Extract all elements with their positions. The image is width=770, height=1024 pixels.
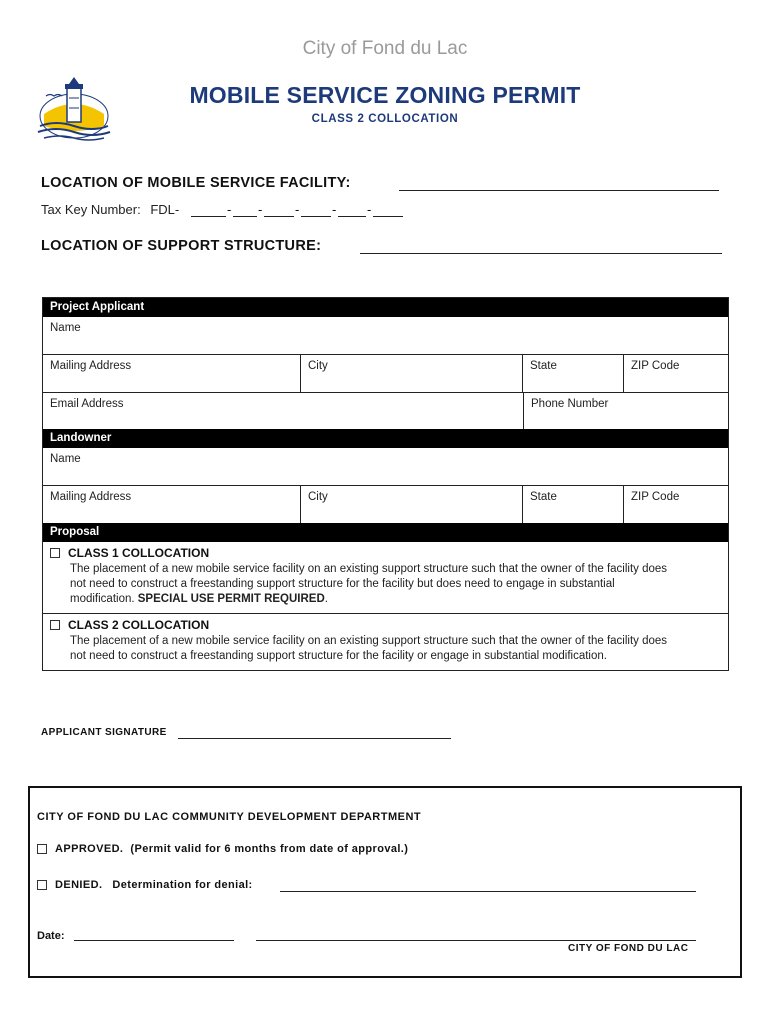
page-subtitle: CLASS 2 COLLOCATION: [311, 113, 459, 125]
tax-key-label: Tax Key Number:: [41, 202, 141, 217]
class-1-title: CLASS 1 COLLOCATION: [68, 546, 210, 560]
facility-location-label: LOCATION OF MOBILE SERVICE FACILITY:: [41, 175, 351, 191]
landowner-state-field[interactable]: State: [522, 486, 623, 523]
tax-key-segment-3[interactable]: [264, 216, 294, 217]
tax-key-segment-1[interactable]: [191, 216, 226, 217]
approved-option: [37, 843, 408, 855]
special-use-permit-note: SPECIAL USE PERMIT REQUIRED: [137, 593, 325, 605]
applicant-city-field[interactable]: City: [300, 355, 522, 392]
city-signer-label: CITY OF FOND DU LAC: [568, 943, 689, 954]
class-1-desc-line: The placement of a new mobile service facility on an existing support structure such that the owner of the facility does: [70, 563, 668, 575]
applicant-zip-field[interactable]: ZIP Code: [623, 355, 728, 392]
class-2-checkbox[interactable]: [50, 620, 60, 630]
tax-key-prefix: FDL-: [150, 202, 180, 217]
page-title: MOBILE SERVICE ZONING PERMIT: [189, 82, 581, 108]
class-2-title: CLASS 2 COLLOCATION: [68, 618, 210, 632]
tax-key-segment-4[interactable]: [301, 216, 331, 217]
landowner-zip-field[interactable]: ZIP Code: [623, 486, 728, 523]
class-1-desc-line: not need to construct a freestanding support structure for the facility but does need to engage in substantial: [70, 578, 615, 590]
approved-label: APPROVED.: [55, 843, 124, 855]
date-label: Date:: [37, 930, 65, 942]
applicant-signature-field[interactable]: [178, 738, 451, 739]
tax-key-segment-5[interactable]: [338, 216, 366, 217]
denied-note: Determination for denial:: [112, 879, 253, 891]
applicant-signature-label: APPLICANT SIGNATURE: [41, 727, 167, 738]
denial-reason-field[interactable]: [280, 891, 696, 892]
landowner-city-field[interactable]: City: [300, 486, 522, 523]
proposal-option-class-1: CLASS 1 COLLOCATION The placement of a new mobile service facility on an existing support structure such that the owner of the facility does not need to construct a freestanding support structure for the facility but does need to engage in substantial modification. SPECIAL USE PERMIT REQUIRED.: [43, 542, 728, 613]
support-location-label: LOCATION OF SUPPORT STRUCTURE:: [41, 238, 322, 254]
landowner-mailing-address-field[interactable]: Mailing Address: [50, 491, 132, 503]
tax-key-segment-6[interactable]: [373, 216, 403, 217]
city-header: City of Fond du Lac: [302, 38, 468, 59]
applicant-email-field[interactable]: Email Address: [50, 398, 124, 410]
landowner-name-field[interactable]: Name: [50, 453, 81, 465]
class-1-checkbox[interactable]: [50, 548, 60, 558]
class-1-desc-line: modification.: [70, 593, 135, 605]
department-title: CITY OF FOND DU LAC COMMUNITY DEVELOPMENT DEPARTMENT: [37, 811, 422, 823]
applicant-mailing-address-field[interactable]: Mailing Address: [50, 360, 132, 372]
applicant-name-field[interactable]: Name: [50, 322, 81, 334]
tax-key-row: [41, 202, 179, 217]
section-band-landowner: Landowner: [43, 429, 728, 448]
support-location-field[interactable]: [360, 253, 722, 254]
facility-location-field[interactable]: [399, 190, 719, 191]
denied-label: DENIED.: [55, 879, 103, 891]
proposal-option-class-2: [43, 613, 728, 670]
approved-note: (Permit valid for 6 months from date of approval.): [130, 843, 409, 855]
application-form-table: [42, 297, 729, 671]
tax-key-segment-2[interactable]: [233, 216, 257, 217]
class-2-desc-line: The placement of a new mobile service facility on an existing support structure such that the owner of the facility does: [70, 635, 668, 647]
class-2-desc-line: not need to construct a freestanding support structure for the facility or engage in substantial modification.: [70, 650, 607, 662]
applicant-state-field[interactable]: State: [522, 355, 623, 392]
section-band-applicant: Project Applicant: [43, 298, 728, 317]
date-field[interactable]: [74, 940, 234, 941]
applicant-phone-field[interactable]: Phone Number: [523, 393, 728, 429]
city-signature-field[interactable]: [256, 940, 696, 941]
denied-checkbox[interactable]: [37, 880, 47, 890]
denied-option: [37, 879, 253, 891]
approved-checkbox[interactable]: [37, 844, 47, 854]
section-band-proposal: Proposal: [43, 523, 728, 542]
